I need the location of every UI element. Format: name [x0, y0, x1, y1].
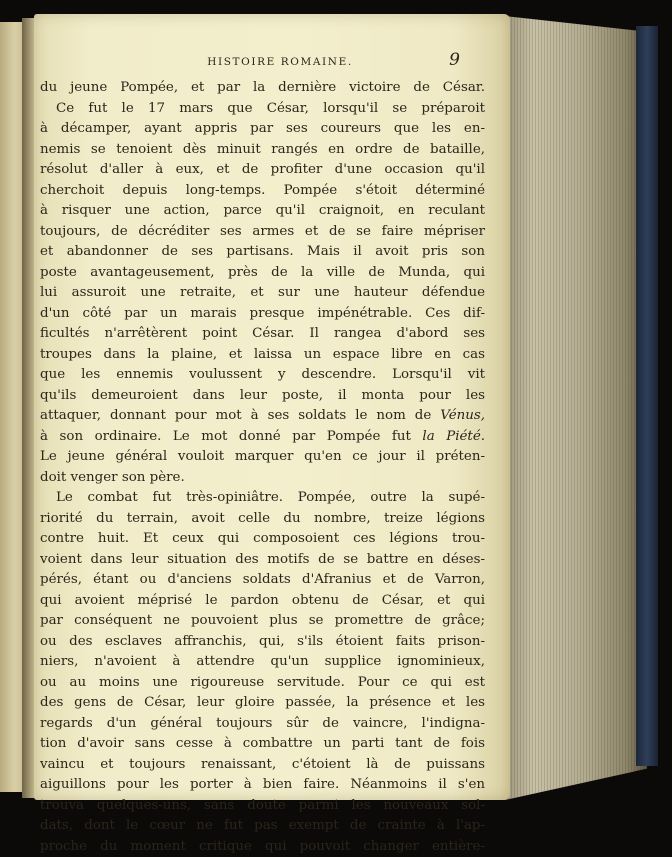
line-text: attaquer, donnant pour mot à ses soldats le nom de [40, 408, 440, 423]
line-text: contre huit. Et ceux qui composoient ces légions trou- [40, 531, 485, 546]
line-text: par conséquent ne pouvoient plus se promettre de grâce; [40, 613, 485, 628]
text-line [40, 468, 485, 489]
text-line [40, 693, 485, 714]
line-text: lui assuroit une retraite, et sur une hauteur défendue [40, 285, 485, 300]
line-text: aiguillons pour les porter à bien faire. Néanmoins il s'en [40, 777, 485, 792]
line-text: du jeune Pompée, et par la dernière victoire de César. [40, 80, 485, 95]
text-line [40, 550, 485, 571]
text-line [40, 283, 485, 304]
text-line [40, 734, 485, 755]
line-text: trouva quelques-uns, sans doute parmi les nouveaux sol- [40, 798, 485, 813]
line-text: qui avoient méprisé le pardon obtenu de César, et qui [40, 593, 485, 608]
text-line [40, 611, 485, 632]
text-line [40, 324, 485, 345]
text-line [40, 242, 485, 263]
line-text: toujours, de décréditer ses armes et de se faire mépriser [40, 224, 485, 239]
line-text: troupes dans la plaine, et laissa un espace libre en cas [40, 347, 485, 362]
text-line [40, 488, 485, 509]
line-text: à risquer une action, parce qu'il craignoit, en reculant [40, 203, 485, 218]
line-text: Le jeune général vouloit marquer qu'en ce jour il préten- [40, 449, 485, 464]
text-line [40, 345, 485, 366]
line-text: proche du moment critique qui pouvoit changer entière- [40, 839, 485, 854]
text-line [40, 529, 485, 550]
text-line [40, 570, 485, 591]
line-text: tion d'avoir sans cesse à combattre un parti tant de fois [40, 736, 485, 751]
text-line [40, 160, 485, 181]
text-line [40, 775, 485, 796]
line-text: voient dans leur situation des motifs de se battre en déses- [40, 552, 485, 567]
facing-page-edge [0, 22, 24, 792]
text-line [40, 365, 485, 386]
line-text: qu'ils demeuroient dans leur poste, il monta pour les [40, 388, 485, 403]
line-text: à décamper, ayant appris par ses coureurs que les en- [40, 121, 485, 136]
text-line [40, 673, 485, 694]
book-cover-edge [636, 26, 658, 766]
text-line [40, 406, 485, 427]
text-line [40, 796, 485, 817]
text-line [40, 222, 485, 243]
line-text: résolut d'aller à eux, et de profiter d'une occasion qu'il [40, 162, 485, 177]
line-text: dats, dont le cœur ne fut pas exempt de crainte à l'ap- [40, 818, 485, 833]
text-line [40, 78, 485, 99]
text-line [40, 119, 485, 140]
line-text: niers, n'avoient à attendre qu'un supplice ignominieux, [40, 654, 485, 669]
text-line [40, 837, 485, 857]
page-block-edges [505, 16, 647, 800]
line-text: pérés, étant ou d'anciens soldats d'Afranius et de Varron, [40, 572, 485, 587]
text-line [40, 201, 485, 222]
page-number: 9 [449, 50, 460, 70]
line-text: cherchoit depuis long-temps. Pompée s'étoit déterminé [40, 183, 485, 198]
text-line [40, 591, 485, 612]
text-line [40, 447, 485, 468]
line-text: Ce fut le 17 mars que César, lorsqu'il se préparoit [56, 101, 485, 116]
line-text: regards d'un général toujours sûr de vaincre, l'indigna- [40, 716, 485, 731]
page-header [60, 50, 500, 72]
text-line [40, 427, 485, 448]
text-line [40, 652, 485, 673]
text-line [40, 263, 485, 284]
text-line [40, 816, 485, 837]
text-line [40, 99, 485, 120]
line-text: riorité du terrain, avoit celle du nombre, treize légions [40, 511, 485, 526]
text-line [40, 304, 485, 325]
line-text: poste avantageusement, près de la ville de Munda, qui [40, 265, 485, 280]
line-text: nemis se tenoient dès minuit rangés en ordre de bataille, [40, 142, 485, 157]
text-line [40, 632, 485, 653]
text-line [40, 386, 485, 407]
line-text: ficultés n'arrêtèrent point César. Il rangea d'abord ses [40, 326, 485, 341]
line-text: que les ennemis voulussent y descendre. Lorsqu'il vit [40, 367, 485, 382]
italic-text: Vénus, [440, 408, 485, 423]
running-title: HISTOIRE ROMAINE. [150, 56, 410, 68]
text-line [40, 140, 485, 161]
body-text [40, 78, 485, 857]
line-text: ou au moins une rigoureuse servitude. Pour ce qui est [40, 675, 485, 690]
text-line [40, 509, 485, 530]
line-text: ou des esclaves affranchis, qui, s'ils étoient faits prison- [40, 634, 485, 649]
line-text: vaincu et toujours renaissant, c'étoient là de puissans [40, 757, 485, 772]
italic-text: la Piété. [422, 429, 485, 444]
line-text: et abandonner de ses partisans. Mais il avoit pris son [40, 244, 485, 259]
line-text: d'un côté par un marais presque impénétrable. Ces dif- [40, 306, 485, 321]
line-text: des gens de César, leur gloire passée, la présence et les [40, 695, 485, 710]
line-text: à son ordinaire. Le mot donné par Pompée fut [40, 429, 422, 444]
text-line [40, 714, 485, 735]
text-line [40, 755, 485, 776]
line-text: doit venger son père. [40, 470, 185, 485]
text-line [40, 181, 485, 202]
line-text: Le combat fut très-opiniâtre. Pompée, outre la supé- [56, 490, 485, 505]
